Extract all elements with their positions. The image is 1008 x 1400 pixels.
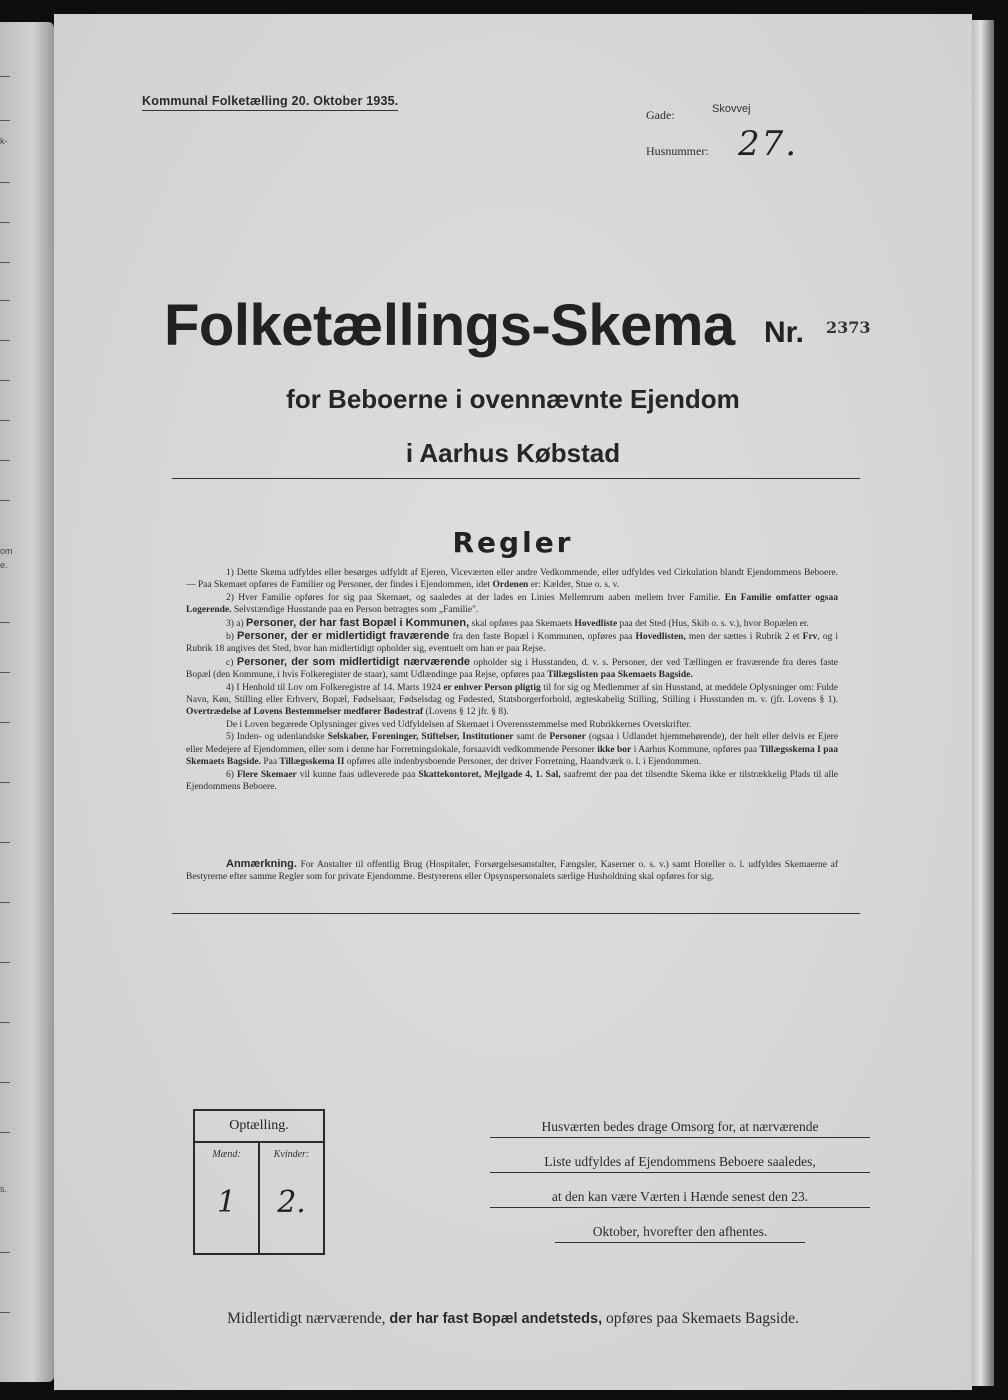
men-label: Mænd: (212, 1149, 241, 1160)
divider (172, 913, 860, 914)
page-stack-edge (972, 20, 994, 1386)
footer-note: Midlertidigt nærværende, der har fast Bopæl andetsteds, opføres paa Skemaets Bagside. (227, 1310, 799, 1327)
notice-line: at den kan være Værten i Hænde senest den 23. (490, 1188, 870, 1208)
adjacent-page-fragment: s. (0, 1184, 8, 1194)
landlord-notice (490, 1118, 870, 1258)
remark (186, 858, 838, 884)
men-count: 1 (216, 1185, 237, 1220)
adjacent-page-fragment: k- (0, 136, 8, 146)
rule-3a: 3) a) Personer, der har fast Bopæl i Kommunen, skal opføres paa Skemaets Hovedliste paa det Sted (Hus, Skib o. s. v.), hvor Bopælen er. (226, 616, 809, 629)
census-form-page (54, 14, 972, 1390)
notice-line: Oktober, hvorefter den afhentes. (555, 1223, 805, 1243)
form-subtitle: for Beboerne i ovennævnte Ejendom (286, 384, 740, 414)
women-count: 2. (277, 1185, 306, 1220)
form-number-value: 2373 (826, 318, 871, 337)
rule-4: 4) I Henhold til Lov om Folkeregistre af 14. Marts 1924 er enhver Person pligtig til for sig og Medlemmer af sin Husstand, at meddele Oplysninger om: Fulde Navn, Køn, Stilling eller Erhverv, Bopæl, Fødselsaar, Fødselsdag og Fødested, Statsborgerforhold, ægteskabelig Stilling, Stilling i Husstanden m. v. (jfr. Lovens § 1). Overtrædelse af Lovens Bestemmelser medfører Bødestraf (Lovens § 12 jfr. § 8). (186, 682, 838, 718)
men-column (195, 1143, 260, 1253)
notice-line: Husværten bedes drage Omsorg for, at nærværende (490, 1118, 870, 1138)
rule-2: 2) Hver Familie opføres for sig paa Skemaet, og saaledes at der lades en Linies Mellemrum aaben mellem hver Familie. En Familie omfatter ogsaa Logerende. Selvstændige Husstande paa en Person betragtes som „Familie". (186, 592, 838, 616)
gade-label: Gade: (646, 108, 675, 122)
count-box (193, 1109, 325, 1255)
rule-5: 5) Inden- og udenlandske Selskaber, Foreninger, Stiftelser, Institutioner samt de Personer (ogsaa i Udlandet hjemmehørende), der helt eller delvis er Ejere eller Medejere af Ejendommen, eller som i denne har Forretningslokale, forsaavidt vedkommende Personer ikke bor i Aarhus Kommune, opføres paa Tillægsskema I paa Skemaets Bagside. Paa Tillægsskema II opføres alle indenbysboende Personer, der driver Forretning, Haandværk o. l. i Ejendommen. (186, 732, 839, 768)
husnummer-value: 27. (738, 124, 799, 164)
rule-3b: b) Personer, der er midlertidigt fraværende fra den faste Bopæl i Kommunen, opføres paa Hovedlisten, men der sættes i Rubrik 2 et Frv, og i Rubrik 18 angives det Sted, hvor han midlertidigt opholder sig, eventuelt om han er paa Rejse. (186, 630, 839, 655)
form-subtitle-city: i Aarhus Købstad (405, 438, 621, 468)
adjacent-page-fragment: e. (0, 560, 8, 570)
rule-4b: De i Loven begærede Oplysninger gives ved Udfyldelsen af Skemaet i Overensstemmelse med Rubrikkernes Overskrifter. (226, 719, 692, 730)
census-header: Kommunal Folketælling 20. Oktober 1935. (142, 94, 398, 111)
rules-heading: Regler (452, 526, 574, 559)
form-title: Folketællings-Skema (164, 293, 735, 358)
rules-text (186, 567, 838, 793)
rule-1: 1) Dette Skema udfyldes eller besørges udfyldt af Ejeren, Viceværten eller andre Vedkommende, eller udfyldes ved Cirkulation blandt Ejendommens Beboere. — Paa Skemaet opføres de Familier og Personer, der findes i Ejendommen, idet Ordenen er: Kælder, Stue o. s. v. (186, 568, 838, 591)
notice-line: Liste udfyldes af Ejendommens Beboere saaledes, (490, 1153, 870, 1173)
women-column (260, 1143, 323, 1253)
rule-6: 6) Flere Skemaer vil kunne faas udleverede paa Skattekontoret, Mejlgade 4, 1. Sal, saafremt der paa det tilsendte Skema ikke er tilstrækkelig Plads til alle Ejendommens Beboere. (186, 769, 839, 792)
rule-3c: c) Personer, der som midlertidigt nærværende opholder sig i Husstanden, d. v. s. Personer, der ved Tællingen er fraværende fra deres faste Bopæl (den Kommune, i hvis Folkeregister de staar), samt Udlændinge paa Rejse, opføres paa Tillægslisten paa Skemaets Bagside. (186, 655, 839, 681)
divider (172, 478, 860, 479)
remark-label: Anmærkning. (226, 858, 297, 870)
adjacent-page-edge (0, 22, 54, 1382)
form-number-label: Nr. (764, 316, 805, 349)
remark-text: For Anstalter til offentlig Brug (Hospitaler, Forsørgelsesanstalter, Fængsler, Kaserner o. s. v.) samt Hoteller o. l. udfyldes Skemaerne af Bestyrerne efter samme Regler som for private Ejendomme. Bestyrerens eller Opsynspersonalets særlige Husholdning skal opføres for sig. (186, 860, 839, 883)
women-label: Kvinder: (273, 1149, 310, 1160)
husnummer-label: Husnummer: (646, 144, 709, 158)
count-box-title: Optælling. (195, 1111, 323, 1143)
adjacent-page-fragment: om (0, 546, 13, 556)
gade-value: Skovvej (712, 103, 751, 115)
